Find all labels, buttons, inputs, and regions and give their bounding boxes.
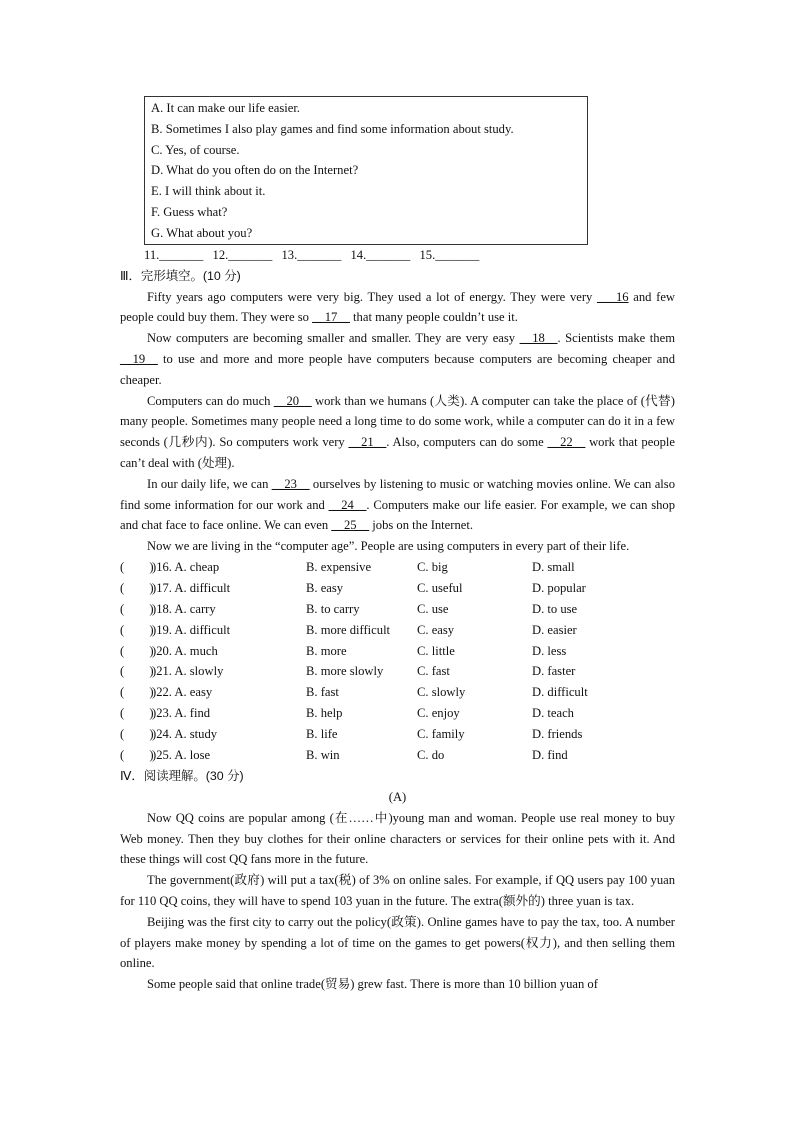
reading-paragraph-1: Now QQ coins are popular among (在……中)young man and woman. People use real money to buy Web money. Then they buy clothes for their online characters or services for their online pets with it. And these things will cost QQ fans more in the future. xyxy=(120,810,675,867)
answer-paren[interactable]: ( ) xyxy=(120,559,154,574)
answer-paren[interactable]: ( ) xyxy=(120,664,154,679)
cloze-blank-24: __24__ xyxy=(328,497,367,512)
answer-blank-14[interactable]: 14._______ xyxy=(350,247,411,262)
question-row-16: ( ) )16. A. cheap B. expensive C. big D. small xyxy=(120,557,675,578)
cloze-blank-20: __20__ xyxy=(273,393,312,408)
option-f: F. Guess what? xyxy=(151,204,228,219)
question-row-22: ( ) )22. A. easy B. fast C. slowly D. difficult xyxy=(120,682,675,703)
reading-paragraph-2: The government(政府) will put a tax(税) of 3% on online sales. For example, if QQ users pay 100 yuan for 110 QQ coins, they will have to spend 103 yuan in the future. The extra(额外的) three yuan is tax. xyxy=(120,873,675,909)
answer-paren[interactable]: ( ) xyxy=(120,747,154,762)
question-row-23: ( ) )23. A. find B. help C. enjoy D. teach xyxy=(120,703,675,724)
option-c: C. Yes, of course. xyxy=(151,142,240,157)
option-a: A. It can make our life easier. xyxy=(151,101,300,115)
option-d: D. What do you often do on the Internet? xyxy=(151,163,359,178)
option-g: G. What about you? xyxy=(151,225,253,240)
answer-blank-13[interactable]: 13._______ xyxy=(281,247,342,262)
option-b: B. Sometimes I also play games and find some information about study. xyxy=(151,121,514,136)
cloze-blank-18: __18__ xyxy=(519,331,558,346)
cloze-paragraph-3: Computers can do much __20__ work than we humans (人类). A computer can take the place of (代替) many people. Sometimes many people need a long time to do some work, while a computer can do it in a few seconds (几秒内). So computers work very __21__. Also, computers can do some __22__ work that people can’t deal with (处理). xyxy=(120,393,675,470)
question-row-19: ( ) )19. A. difficult B. more difficult C. easy D. easier xyxy=(120,620,675,641)
cloze-blank-23: __23__ xyxy=(271,476,310,491)
reading-paragraph-3: Beijing was the first city to carry out the policy(政策). Online games have to pay the tax, too. A number of players make money by spending a lot of time on the games to get powers(权力), and then selling them online. xyxy=(120,914,675,971)
question-row-17: ( ) )17. A. difficult B. easy C. useful D. popular xyxy=(120,578,675,599)
answer-blanks-row xyxy=(144,245,675,266)
answer-paren[interactable]: ( ) xyxy=(120,643,154,658)
worksheet-page xyxy=(120,96,675,995)
cloze-blank-21: __21__ xyxy=(348,435,387,450)
answer-paren[interactable]: ( ) xyxy=(120,727,154,742)
cloze-blank-16: ___16 xyxy=(597,289,629,304)
answer-blank-15[interactable]: 15._______ xyxy=(419,247,480,262)
cloze-blank-17: __17__ xyxy=(312,310,350,325)
question-row-20: ( ) )20. A. much B. more C. little D. less xyxy=(120,641,675,662)
answer-paren[interactable]: ( ) xyxy=(120,622,154,637)
answer-paren[interactable]: ( ) xyxy=(120,580,154,595)
question-row-21: ( ) )21. A. slowly B. more slowly C. fast D. faster xyxy=(120,661,675,682)
cloze-blank-19: __19__ xyxy=(120,351,158,366)
cloze-paragraph-5: Now we are living in the “computer age”. People are using computers in every part of their life. xyxy=(147,539,630,554)
cloze-paragraph-4: In our daily life, we can __23__ ourselves by listening to music or watching movies online. We can also find some information for our work and __24__. Computers make our life easier. For example, we can shop and chat face to face online. We can even __25__ jobs on the Internet. xyxy=(120,476,675,533)
reading-paragraph-4: Some people said that online trade(贸易) grew fast. There is more than 10 billion yuan of xyxy=(147,977,598,992)
option-e: E. I will think about it. xyxy=(151,184,266,199)
cloze-paragraph-1: Fifty years ago computers were very big. They used a lot of energy. They were very ___16 and few people could buy them. They were so __17__ that many people couldn’t use it. xyxy=(120,289,676,325)
passage-a-label: (A) xyxy=(388,789,407,804)
answer-blank-11[interactable]: 11._______ xyxy=(144,247,204,262)
cloze-paragraph-2: Now computers are becoming smaller and smaller. They are very easy __18__. Scientists make them __19__ to use and more and more people have computers because computers are becoming cheaper and cheaper. xyxy=(120,331,675,387)
question-row-25: ( ) )25. A. lose B. win C. do D. find xyxy=(120,745,675,766)
choice-question-list xyxy=(120,557,675,766)
answer-paren[interactable]: ( ) xyxy=(120,601,154,616)
answer-paren[interactable]: ( ) xyxy=(120,706,154,721)
section-3-title: Ⅲ．完形填空。(10 分) xyxy=(120,268,241,283)
cloze-blank-25: __25__ xyxy=(331,518,370,533)
question-row-18: ( ) )18. A. carry B. to carry C. use D. to use xyxy=(120,599,675,620)
answer-blank-12[interactable]: 12._______ xyxy=(212,247,273,262)
cloze-blank-22: __22__ xyxy=(547,435,586,450)
answer-paren[interactable]: ( ) xyxy=(120,685,154,700)
answer-options-box xyxy=(144,96,588,245)
section-4-title: Ⅳ．阅读理解。(30 分) xyxy=(120,768,244,783)
question-row-24: ( ) )24. A. study B. life C. family D. friends xyxy=(120,724,675,745)
